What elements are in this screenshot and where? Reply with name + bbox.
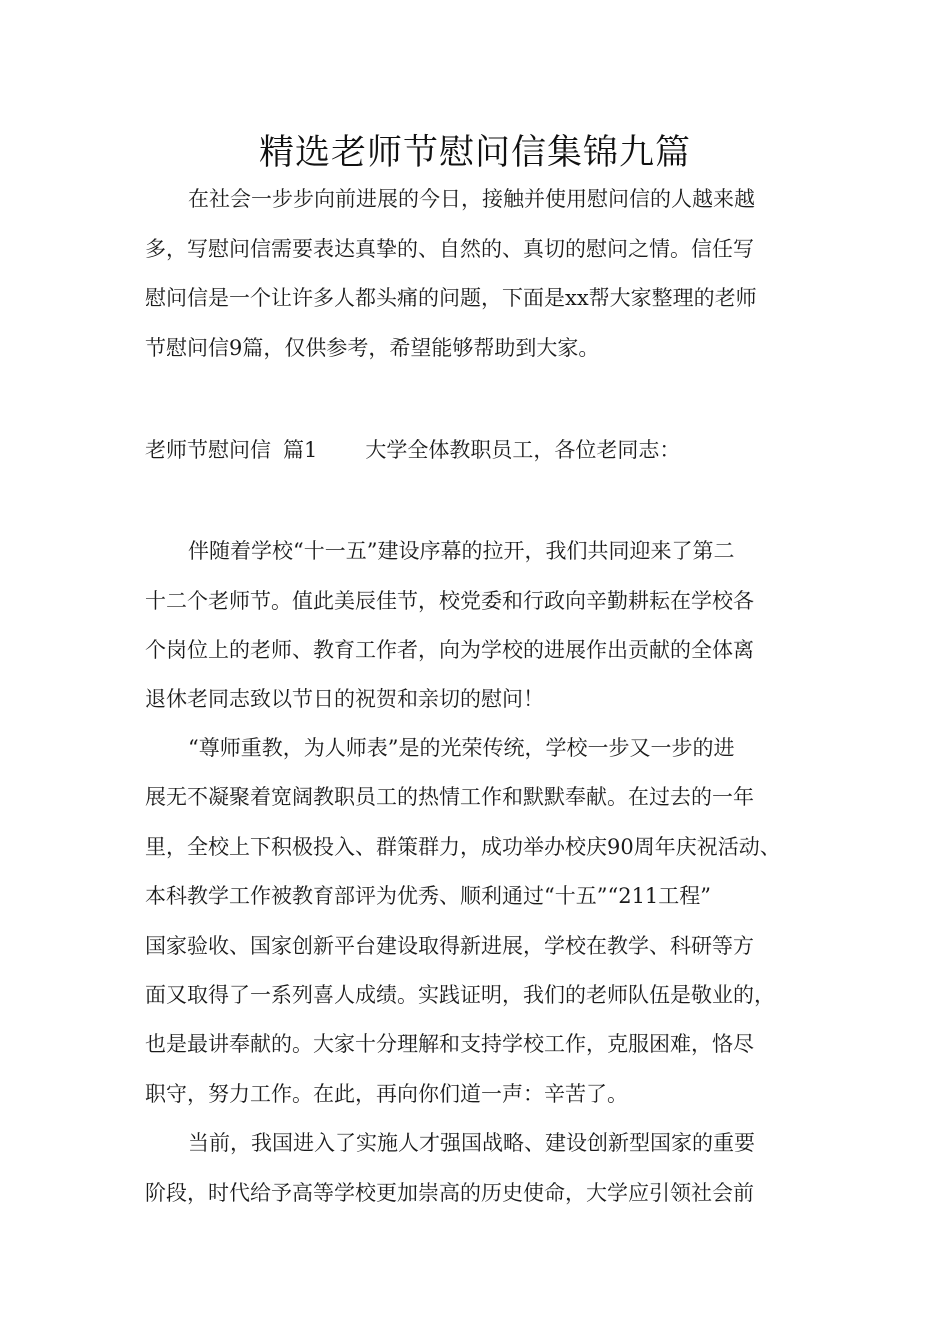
paragraph-line: 国家验收、国家创新平台建设取得新进展，学校在教学、科研等方 xyxy=(145,934,754,958)
section-name: 老师节慰问信 xyxy=(145,438,271,462)
paragraph-line: 当前，我国进入了实施人才强国战略、建设创新型国家的重要 xyxy=(188,1131,755,1155)
document-title: 精选老师节慰问信集锦九篇 xyxy=(258,133,691,173)
paragraph-line: 本科教学工作被教育部评为优秀、顺利通过“十五”“211工程” xyxy=(145,884,712,908)
paragraph-line: 退休老同志致以节日的祝贺和亲切的慰问！ xyxy=(145,687,544,711)
intro-line: 在社会一步步向前进展的今日，接触并使用慰问信的人越来越 xyxy=(188,187,755,211)
intro-line: 节慰问信9篇，仅供参考，希望能够帮助到大家。 xyxy=(145,336,600,360)
paragraph-line: 展无不凝聚着宽阔教职员工的热情工作和默默奉献。在过去的一年 xyxy=(145,785,754,809)
section-number: 篇1 xyxy=(283,438,318,462)
paragraph-line: 面又取得了一系列喜人成绩。实践证明，我们的老师队伍是敬业的， xyxy=(145,983,775,1007)
section-heading xyxy=(145,435,825,465)
paragraph-line: 十二个老师节。值此美辰佳节，校党委和行政向辛勤耕耘在学校各 xyxy=(145,589,754,613)
salutation: 大学全体教职员工，各位老同志： xyxy=(365,438,681,462)
paragraph-line: 伴随着学校“十一五”建设序幕的拉开，我们共同迎来了第二 xyxy=(188,539,735,563)
paragraph-line: 职守，努力工作。在此，再向你们道一声：辛苦了。 xyxy=(145,1082,628,1106)
paragraph-line: 个岗位上的老师、教育工作者，向为学校的进展作出贡献的全体离 xyxy=(145,638,754,662)
intro-line: 慰问信是一个让许多人都头痛的问题，下面是xx帮大家整理的老师 xyxy=(145,286,757,310)
intro-line: 多，写慰问信需要表达真挚的、自然的、真切的慰问之情。信任写 xyxy=(145,237,754,261)
paragraph-line: “尊师重教，为人师表”是的光荣传统，学校一步又一步的进 xyxy=(188,736,735,760)
paragraph-line: 也是最讲奉献的。大家十分理解和支持学校工作，克服困难，恪尽 xyxy=(145,1032,754,1056)
paragraph-line: 阶段，时代给予高等学校更加崇高的历史使命，大学应引领社会前 xyxy=(145,1181,754,1205)
paragraph-line: 里，全校上下积极投入、群策群力，成功举办校庆90周年庆祝活动、 xyxy=(145,835,781,859)
